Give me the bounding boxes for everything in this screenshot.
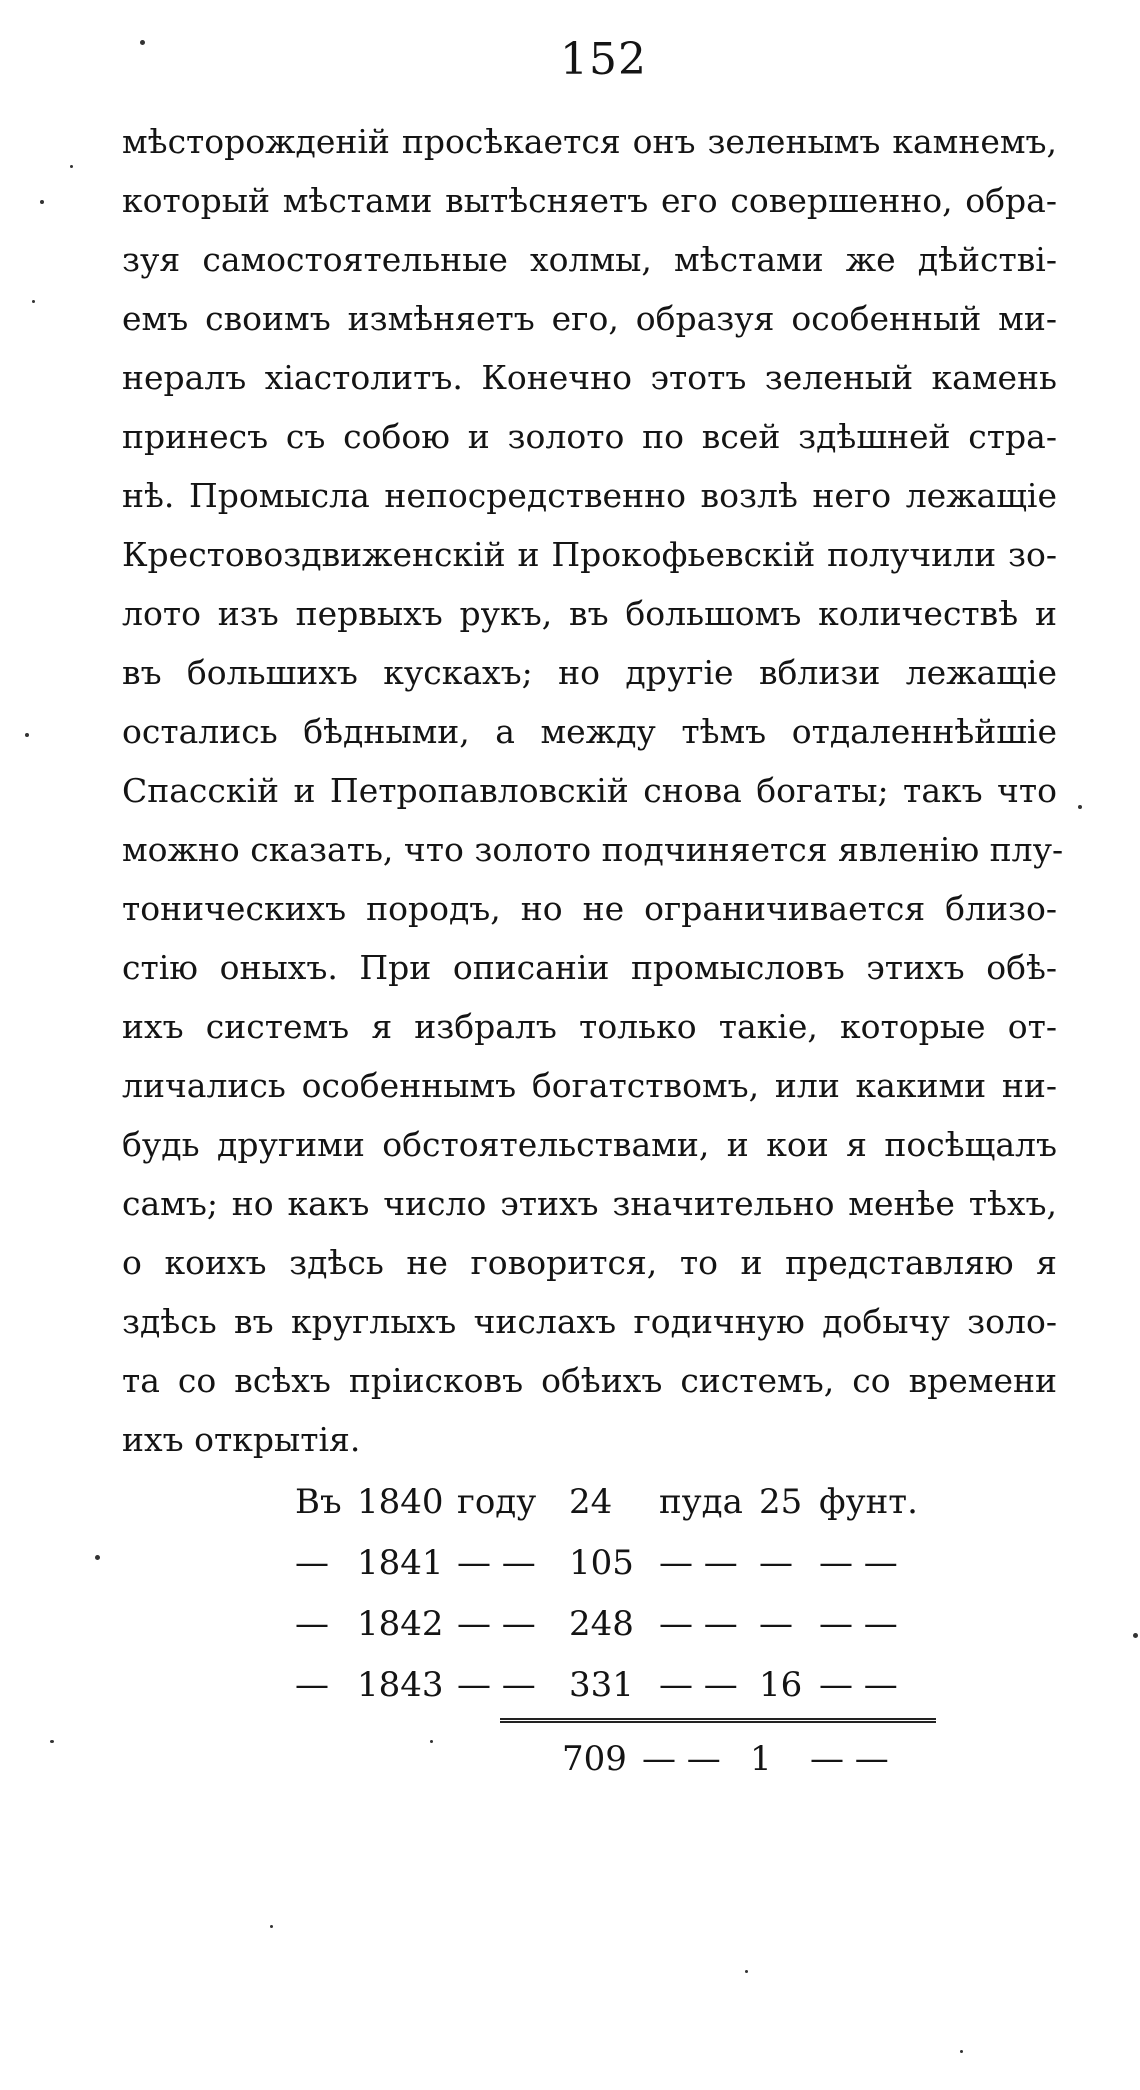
text-line: нѣ. Промысла непосредственно возлѣ него лежащіе — [122, 476, 1057, 515]
year-cell: 1842 — [357, 1604, 444, 1644]
funt-unit: — — — [819, 1543, 898, 1583]
row-prefix: Въ — [295, 1482, 342, 1522]
text-line: самъ; но какъ число этихъ значительно менѣе тѣхъ, — [122, 1184, 1057, 1223]
scan-speck — [40, 200, 44, 204]
text-line: тоническихъ породъ, но не ограничивается близо- — [122, 889, 1057, 928]
gold-output-table — [295, 1472, 918, 1716]
puds-unit: — — — [659, 1604, 738, 1644]
text-line: нералъ хіастолитъ. Конечно этотъ зеленый камень — [122, 358, 1057, 397]
body-paragraph — [122, 112, 1064, 1469]
text-line: мѣсторожденій просѣкается онъ зеленымъ камнемъ, — [122, 122, 1057, 161]
scan-speck — [745, 1970, 748, 1973]
scan-speck — [25, 733, 29, 737]
scan-speck — [32, 300, 35, 303]
year-unit: — — — [457, 1604, 536, 1644]
text-line: ихъ системъ я избралъ только такіе, которые от- — [122, 1007, 1057, 1046]
text-line: та со всѣхъ пріисковъ обѣихъ системъ, со времени — [122, 1361, 1057, 1400]
total-puds: 709 — [562, 1739, 627, 1779]
funt-cell: — — [759, 1543, 793, 1583]
table-row — [295, 1533, 915, 1594]
text-line: здѣсь въ круглыхъ числахъ годичную добычу золо- — [122, 1302, 1057, 1341]
text-line: будь другими обстоятельствами, и кои я посѣщалъ — [122, 1125, 1057, 1164]
funt-unit: — — — [819, 1665, 898, 1705]
funt-unit: фунт. — [819, 1482, 918, 1522]
text-line: можно сказать, что золото подчиняется явленію плу- — [122, 830, 1064, 869]
sum-rule — [500, 1718, 936, 1723]
puds-unit: пуда — [659, 1482, 743, 1522]
year-unit: — — — [457, 1665, 536, 1705]
puds-unit: — — — [659, 1665, 738, 1705]
text-line: въ большихъ кускахъ; но другіе вблизи лежащіе — [122, 653, 1057, 692]
year-cell: 1843 — [357, 1665, 444, 1705]
puds-cell: 331 — [569, 1665, 634, 1705]
scan-speck — [140, 40, 145, 45]
text-line: Крестовоздвиженскій и Прокофьевскій получили зо- — [122, 535, 1057, 574]
table-row — [295, 1472, 918, 1533]
text-line: стію оныхъ. При описаніи промысловъ этихъ обѣ- — [122, 948, 1057, 987]
total-funt-unit: — — — [810, 1739, 889, 1779]
row-prefix: — — [295, 1665, 329, 1705]
scan-speck — [960, 2050, 963, 2053]
text-line: остались бѣдными, а между тѣмъ отдаленнѣйшіе — [122, 712, 1057, 751]
text-line: принесъ съ собою и золото по всей здѣшней стра- — [122, 417, 1057, 456]
scan-speck — [430, 1740, 433, 1743]
puds-unit: — — — [659, 1543, 738, 1583]
row-prefix: — — [295, 1543, 329, 1583]
text-line: лото изъ первыхъ рукъ, въ большомъ количествѣ и — [122, 594, 1057, 633]
total-puds-unit: — — — [642, 1739, 721, 1779]
scan-speck — [95, 1555, 100, 1560]
year-unit: — — — [457, 1543, 536, 1583]
funt-unit: — — — [819, 1604, 898, 1644]
scan-speck — [270, 1925, 273, 1928]
total-funt: 1 — [750, 1739, 772, 1779]
year-cell: 1841 — [357, 1543, 444, 1583]
year-unit: году — [457, 1482, 537, 1522]
text-line: ихъ открытія. — [122, 1420, 361, 1459]
text-line: зуя самостоятельные холмы, мѣстами же дѣйстві- — [122, 240, 1057, 279]
funt-cell: — — [759, 1604, 793, 1644]
funt-cell: 16 — [759, 1665, 803, 1705]
puds-cell: 248 — [569, 1604, 634, 1644]
text-line: емъ своимъ измѣняетъ его, образуя особенный ми- — [122, 299, 1057, 338]
page-number: 152 — [560, 34, 647, 85]
scan-speck — [1078, 805, 1082, 809]
puds-cell: 105 — [569, 1543, 634, 1583]
table-row — [295, 1655, 915, 1716]
puds-cell: 24 — [569, 1482, 613, 1522]
table-row — [295, 1594, 915, 1655]
funt-cell: 25 — [759, 1482, 803, 1522]
text-line: Спасскій и Петропавловскій снова богаты; такъ что — [122, 771, 1057, 810]
year-cell: 1840 — [357, 1482, 444, 1522]
scan-speck — [70, 165, 73, 168]
row-prefix: — — [295, 1604, 329, 1644]
text-line: который мѣстами вытѣсняетъ его совершенно, обра- — [122, 181, 1057, 220]
text-line: личались особеннымъ богатствомъ, или какими ни- — [122, 1066, 1057, 1105]
total-row — [562, 1728, 889, 1790]
text-line: о коихъ здѣсь не говорится, то и представляю я — [122, 1243, 1057, 1282]
scan-speck — [50, 1740, 54, 1743]
scan-speck — [1133, 1633, 1138, 1638]
